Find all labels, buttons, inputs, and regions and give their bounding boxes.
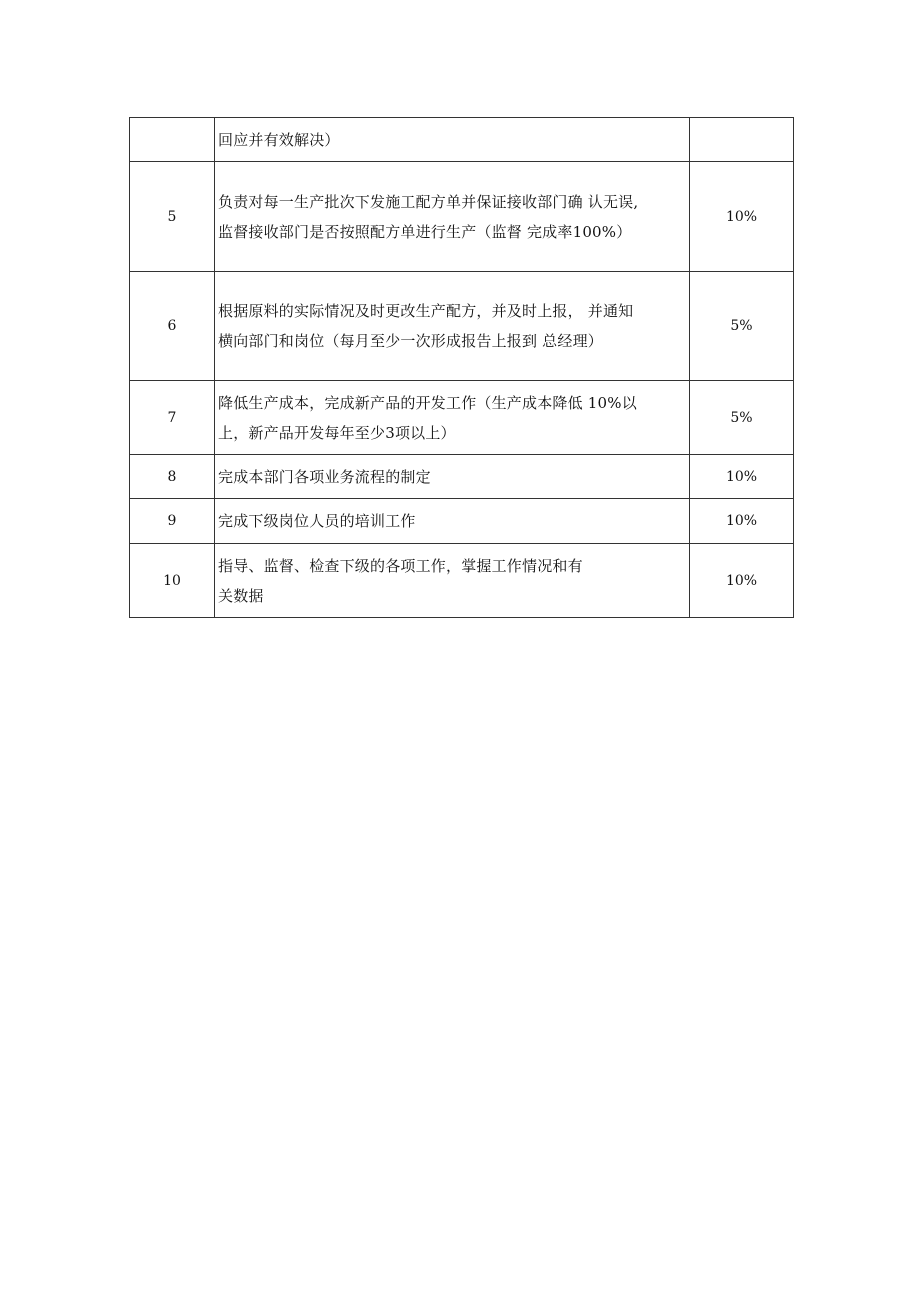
row-number: 6 (130, 272, 215, 381)
row-description: 回应并有效解决） (215, 118, 690, 162)
row-description: 负责对每一生产批次下发施工配方单并保证接收部门确 认无误, 监督接收部门是否按照配方单进行生产（监督 完成率100%） (215, 162, 690, 272)
table-row (130, 118, 794, 162)
table-row (130, 544, 794, 618)
row-description: 完成本部门各项业务流程的制定 (215, 455, 690, 499)
table-row (130, 381, 794, 455)
row-weight: 10% (690, 162, 794, 272)
row-number: 7 (130, 381, 215, 455)
row-description: 指导、监督、检查下级的各项工作，掌握工作情况和有 关数据 (215, 544, 690, 618)
row-weight: 10% (690, 499, 794, 544)
row-weight: 5% (690, 381, 794, 455)
row-number (130, 118, 215, 162)
row-description: 降低生产成本，完成新产品的开发工作（生产成本降低 10%以 上，新产品开发每年至少3项以上） (215, 381, 690, 455)
row-weight: 10% (690, 455, 794, 499)
row-number: 8 (130, 455, 215, 499)
row-weight: 5% (690, 272, 794, 381)
row-weight (690, 118, 794, 162)
table-row (130, 499, 794, 544)
responsibility-table (129, 117, 794, 618)
row-number: 9 (130, 499, 215, 544)
row-number: 5 (130, 162, 215, 272)
row-description: 完成下级岗位人员的培训工作 (215, 499, 690, 544)
table-row (130, 455, 794, 499)
row-weight: 10% (690, 544, 794, 618)
row-number: 10 (130, 544, 215, 618)
table-row (130, 162, 794, 272)
table-row (130, 272, 794, 381)
row-description: 根据原料的实际情况及时更改生产配方，并及时上报， 并通知 横向部门和岗位（每月至少一次形成报告上报到 总经理） (215, 272, 690, 381)
